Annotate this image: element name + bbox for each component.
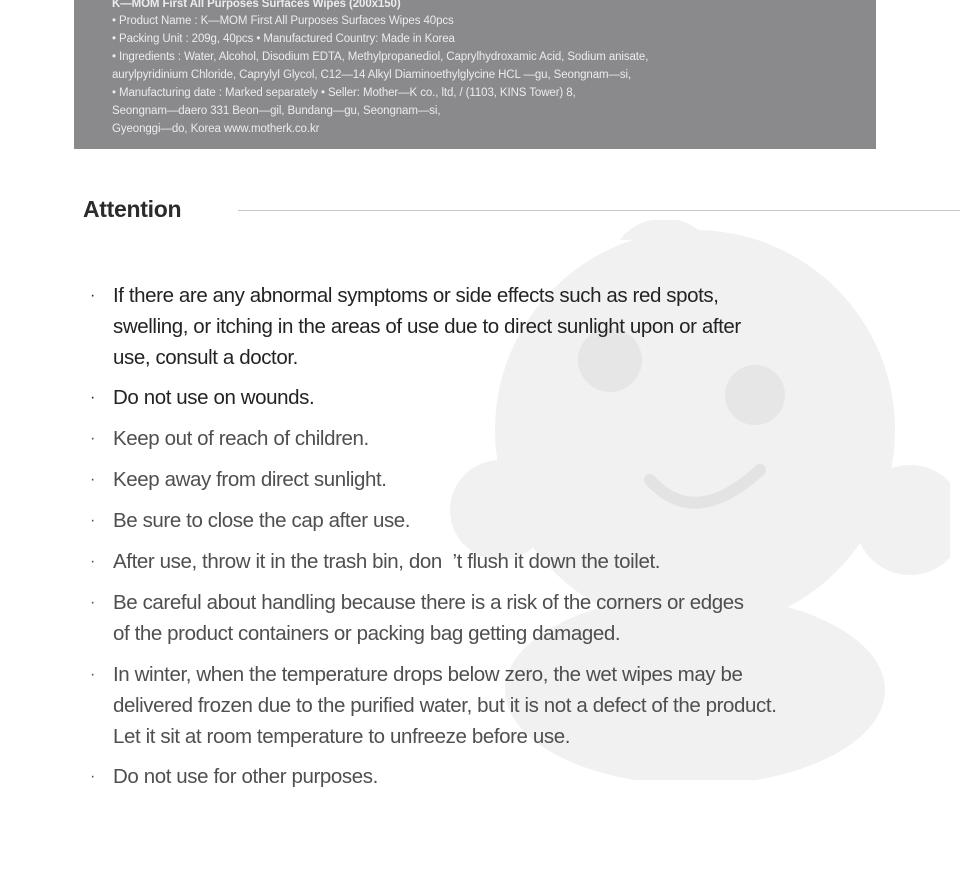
attention-item — [90, 423, 890, 454]
product-name-line: • Product Name : K—MOM First All Purposes Surfaces Wipes 40pcs — [112, 15, 454, 27]
product-info-title: K—MOM First All Purposes Surfaces Wipes (200x150) — [112, 0, 401, 10]
product-info-panel — [74, 0, 876, 149]
attention-item-line: swelling, or itching in the areas of use due to direct sunlight upon or after — [113, 315, 741, 338]
attention-item-line: In winter, when the temperature drops below zero, the wet wipes may be — [113, 663, 743, 686]
attention-item-line: If there are any abnormal symptoms or side effects such as red spots, — [113, 284, 719, 307]
attention-item — [90, 761, 890, 792]
attention-item-line: Let it sit at room temperature to unfreeze before use. — [113, 725, 570, 748]
attention-item-line: Do not use on wounds. — [113, 386, 315, 409]
attention-item-line: Do not use for other purposes. — [113, 765, 378, 788]
bullet-mark: · — [90, 594, 95, 611]
attention-item-line: Keep away from direct sunlight. — [113, 468, 387, 491]
bullet-mark: · — [90, 389, 95, 406]
manufacturing-seller-line: • Manufacturing date : Marked separately • Seller: Mother—K co., ltd, / (1103, KINS Tower) 8, — [112, 87, 576, 99]
attention-item-line: use, consult a doctor. — [113, 346, 298, 369]
attention-item — [90, 546, 890, 577]
attention-item-line: Be sure to close the cap after use. — [113, 509, 411, 532]
packing-unit-line: • Packing Unit : 209g, 40pcs • Manufactured Country: Made in Korea — [112, 33, 455, 45]
bullet-mark: · — [90, 512, 95, 529]
ingredients-line-cont: aurylpyridinium Chloride, Caprylyl Glycol, C12—14 Alkyl Diaminoethylglycine HCL —gu, Seongnam—si, — [112, 69, 632, 81]
address-website-line: Gyeonggi—do, Korea www.motherk.co.kr — [112, 123, 320, 135]
attention-item-line: Keep out of reach of children. — [113, 427, 369, 450]
bullet-mark: · — [90, 553, 95, 570]
attention-item-line: After use, throw it in the trash bin, don ’t flush it down the toilet. — [113, 550, 661, 573]
bullet-mark: · — [90, 768, 95, 785]
attention-item-line: delivered frozen due to the purified water, but it is not a defect of the product. — [113, 694, 777, 717]
heading-divider — [238, 210, 960, 211]
address-line: Seongnam—daero 331 Beon—gil, Bundang—gu, Seongnam—si, — [112, 105, 441, 117]
attention-item-line: Be careful about handling because there is a risk of the corners or edges — [113, 591, 744, 614]
attention-item — [90, 587, 890, 649]
attention-item — [90, 659, 890, 752]
ingredients-line: • Ingredients : Water, Alcohol, Disodium EDTA, Methylpropanediol, Caprylhydroxamic Acid, Sodium anisate, — [112, 51, 649, 63]
bullet-mark: · — [90, 430, 95, 447]
attention-item — [90, 382, 890, 413]
attention-item — [90, 505, 890, 536]
attention-item — [90, 280, 890, 373]
attention-heading: Attention — [83, 196, 182, 222]
bullet-mark: · — [90, 471, 95, 488]
bullet-mark: · — [90, 287, 95, 304]
attention-item-line: of the product containers or packing bag getting damaged. — [113, 622, 621, 645]
attention-item — [90, 464, 890, 495]
bullet-mark: · — [90, 666, 95, 683]
